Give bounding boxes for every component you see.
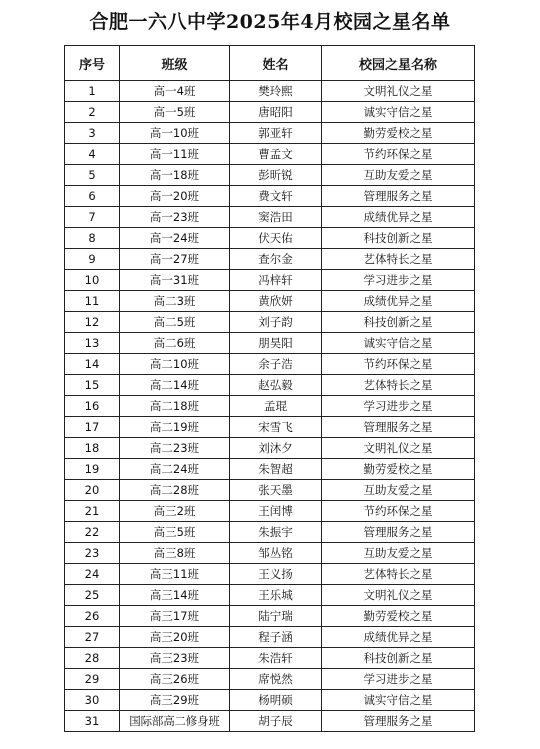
cell-name: 邹丛铭: [230, 543, 322, 564]
table-row: [65, 123, 475, 144]
table-row: [65, 186, 475, 207]
cell-class: 高二3班: [120, 291, 230, 312]
cell-class: 高三29班: [120, 690, 230, 711]
cell-index: 6: [65, 186, 120, 207]
cell-index: 27: [65, 627, 120, 648]
cell-index: 20: [65, 480, 120, 501]
table-row: [65, 333, 475, 354]
header-name: 姓名: [230, 46, 322, 81]
cell-name: 曹孟文: [230, 144, 322, 165]
table-row: [65, 585, 475, 606]
cell-index: 17: [65, 417, 120, 438]
cell-index: 28: [65, 648, 120, 669]
table-row: [65, 291, 475, 312]
cell-star-title: 成绩优异之星: [322, 291, 475, 312]
table-row: [65, 228, 475, 249]
table-header-row: [65, 46, 475, 81]
cell-index: 15: [65, 375, 120, 396]
cell-index: 24: [65, 564, 120, 585]
table-row: [65, 522, 475, 543]
cell-index: 8: [65, 228, 120, 249]
cell-star-title: 文明礼仪之星: [322, 585, 475, 606]
cell-class: 高一5班: [120, 102, 230, 123]
cell-star-title: 科技创新之星: [322, 228, 475, 249]
cell-class: 高二23班: [120, 438, 230, 459]
cell-class: 高二18班: [120, 396, 230, 417]
cell-star-title: 诚实守信之星: [322, 690, 475, 711]
cell-name: 窦浩田: [230, 207, 322, 228]
cell-star-title: 成绩优异之星: [322, 627, 475, 648]
cell-name: 郭亚轩: [230, 123, 322, 144]
cell-index: 1: [65, 81, 120, 102]
table-row: [65, 270, 475, 291]
cell-class: 高二24班: [120, 459, 230, 480]
cell-name: 黄欣妍: [230, 291, 322, 312]
cell-class: 高二14班: [120, 375, 230, 396]
cell-index: 23: [65, 543, 120, 564]
table-row: [65, 669, 475, 690]
header-class: 班级: [120, 46, 230, 81]
cell-name: 朱浩轩: [230, 648, 322, 669]
cell-star-title: 勤劳爱校之星: [322, 459, 475, 480]
table-row: [65, 438, 475, 459]
cell-index: 29: [65, 669, 120, 690]
cell-name: 孟琨: [230, 396, 322, 417]
cell-star-title: 艺体特长之星: [322, 249, 475, 270]
cell-class: 高一27班: [120, 249, 230, 270]
cell-class: 高三17班: [120, 606, 230, 627]
cell-name: 朋昊阳: [230, 333, 322, 354]
cell-index: 2: [65, 102, 120, 123]
cell-name: 张天墨: [230, 480, 322, 501]
cell-index: 5: [65, 165, 120, 186]
page-title: 合肥一六八中学2025年4月校园之星名单: [89, 11, 451, 33]
cell-index: 7: [65, 207, 120, 228]
cell-name: 赵弘毅: [230, 375, 322, 396]
cell-star-title: 管理服务之星: [322, 711, 475, 732]
cell-class: 高三2班: [120, 501, 230, 522]
cell-star-title: 管理服务之星: [322, 417, 475, 438]
cell-class: 高三23班: [120, 648, 230, 669]
cell-index: 19: [65, 459, 120, 480]
cell-name: 胡子辰: [230, 711, 322, 732]
cell-name: 樊玲熙: [230, 81, 322, 102]
cell-class: 高一23班: [120, 207, 230, 228]
table-row: [65, 165, 475, 186]
table-row: [65, 543, 475, 564]
cell-index: 13: [65, 333, 120, 354]
cell-index: 30: [65, 690, 120, 711]
cell-class: 高三14班: [120, 585, 230, 606]
cell-star-title: 勤劳爱校之星: [322, 123, 475, 144]
table-row: [65, 81, 475, 102]
cell-star-title: 文明礼仪之星: [322, 438, 475, 459]
cell-index: 9: [65, 249, 120, 270]
cell-star-title: 诚实守信之星: [322, 102, 475, 123]
table-row: [65, 690, 475, 711]
cell-name: 王闰博: [230, 501, 322, 522]
cell-name: 程子涵: [230, 627, 322, 648]
cell-name: 朱智超: [230, 459, 322, 480]
header-star-title: 校园之星名称: [322, 46, 475, 81]
cell-name: 陆宁瑞: [230, 606, 322, 627]
cell-star-title: 学习进步之星: [322, 270, 475, 291]
cell-index: 26: [65, 606, 120, 627]
cell-index: 22: [65, 522, 120, 543]
cell-star-title: 管理服务之星: [322, 186, 475, 207]
table-row: [65, 249, 475, 270]
cell-class: 高三11班: [120, 564, 230, 585]
cell-index: 11: [65, 291, 120, 312]
cell-class: 高二6班: [120, 333, 230, 354]
cell-name: 费文轩: [230, 186, 322, 207]
cell-index: 31: [65, 711, 120, 732]
cell-class: 高一31班: [120, 270, 230, 291]
cell-class: 高一24班: [120, 228, 230, 249]
cell-star-title: 成绩优异之星: [322, 207, 475, 228]
table-body: [65, 81, 475, 732]
cell-star-title: 节约环保之星: [322, 354, 475, 375]
cell-star-title: 节约环保之星: [322, 144, 475, 165]
table-row: [65, 312, 475, 333]
cell-star-title: 艺体特长之星: [322, 375, 475, 396]
cell-class: 高二10班: [120, 354, 230, 375]
header-index: 序号: [65, 46, 120, 81]
cell-index: 16: [65, 396, 120, 417]
cell-name: 朱振宇: [230, 522, 322, 543]
cell-star-title: 文明礼仪之星: [322, 81, 475, 102]
cell-name: 王乐城: [230, 585, 322, 606]
table-row: [65, 711, 475, 732]
cell-class: 高二5班: [120, 312, 230, 333]
cell-index: 18: [65, 438, 120, 459]
cell-name: 余子浩: [230, 354, 322, 375]
cell-star-title: 勤劳爱校之星: [322, 606, 475, 627]
cell-star-title: 互助友爱之星: [322, 165, 475, 186]
cell-index: 12: [65, 312, 120, 333]
table-row: [65, 501, 475, 522]
cell-name: 杨明硕: [230, 690, 322, 711]
table-row: [65, 375, 475, 396]
cell-star-title: 科技创新之星: [322, 648, 475, 669]
cell-index: 10: [65, 270, 120, 291]
cell-star-title: 学习进步之星: [322, 669, 475, 690]
student-star-table: [64, 45, 475, 732]
table-row: [65, 564, 475, 585]
cell-class: 高一11班: [120, 144, 230, 165]
cell-class: 高三5班: [120, 522, 230, 543]
cell-name: 宋雪飞: [230, 417, 322, 438]
table-row: [65, 627, 475, 648]
table-row: [65, 459, 475, 480]
cell-class: 高三26班: [120, 669, 230, 690]
table-row: [65, 207, 475, 228]
cell-star-title: 艺体特长之星: [322, 564, 475, 585]
cell-class: 高一10班: [120, 123, 230, 144]
cell-index: 14: [65, 354, 120, 375]
cell-star-title: 科技创新之星: [322, 312, 475, 333]
cell-class: 高二28班: [120, 480, 230, 501]
cell-index: 4: [65, 144, 120, 165]
cell-star-title: 互助友爱之星: [322, 480, 475, 501]
cell-name: 唐昭阳: [230, 102, 322, 123]
cell-class: 高一4班: [120, 81, 230, 102]
cell-class: 高三20班: [120, 627, 230, 648]
cell-name: 刘子韵: [230, 312, 322, 333]
table-row: [65, 144, 475, 165]
table-row: [65, 102, 475, 123]
cell-star-title: 互助友爱之星: [322, 543, 475, 564]
cell-star-title: 节约环保之星: [322, 501, 475, 522]
cell-class: 高二19班: [120, 417, 230, 438]
cell-name: 席悦然: [230, 669, 322, 690]
table-row: [65, 417, 475, 438]
cell-index: 3: [65, 123, 120, 144]
cell-index: 25: [65, 585, 120, 606]
cell-name: 彭昕锐: [230, 165, 322, 186]
cell-name: 刘沐夕: [230, 438, 322, 459]
cell-star-title: 学习进步之星: [322, 396, 475, 417]
cell-class: 高三8班: [120, 543, 230, 564]
cell-class: 高一20班: [120, 186, 230, 207]
table-row: [65, 648, 475, 669]
table-row: [65, 606, 475, 627]
cell-name: 冯梓轩: [230, 270, 322, 291]
table-row: [65, 396, 475, 417]
cell-star-title: 诚实守信之星: [322, 333, 475, 354]
cell-index: 21: [65, 501, 120, 522]
table-row: [65, 354, 475, 375]
table-row: [65, 480, 475, 501]
cell-class: 国际部高二修身班: [120, 711, 230, 732]
cell-class: 高一18班: [120, 165, 230, 186]
cell-name: 伏天佑: [230, 228, 322, 249]
cell-name: 王义扬: [230, 564, 322, 585]
cell-star-title: 管理服务之星: [322, 522, 475, 543]
cell-name: 查尔金: [230, 249, 322, 270]
